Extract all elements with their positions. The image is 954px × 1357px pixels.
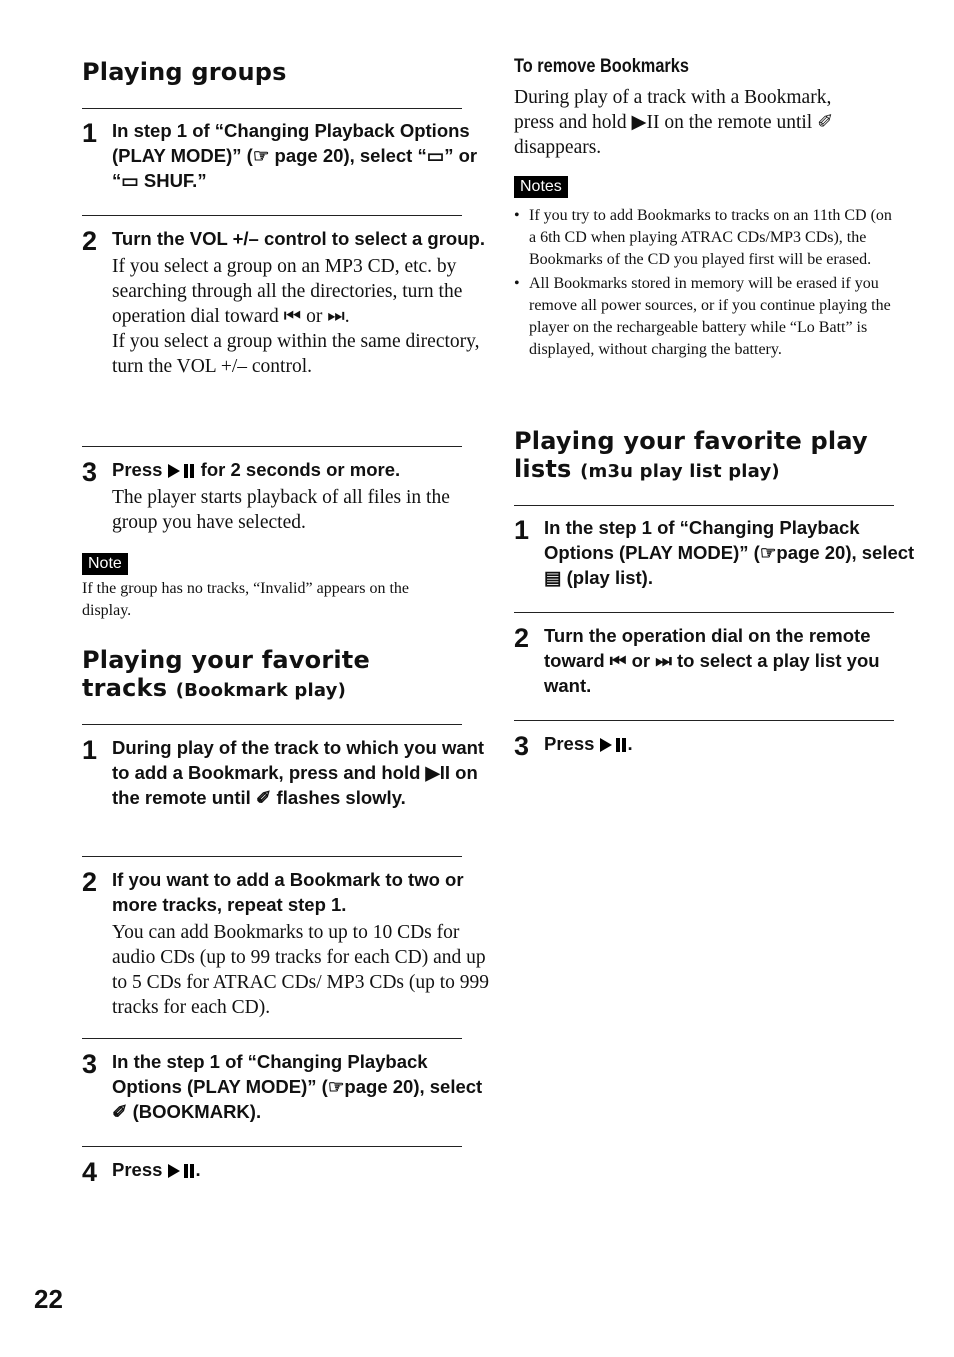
divider — [82, 1038, 462, 1039]
divider — [82, 108, 462, 109]
step-number: 3 — [82, 1049, 98, 1079]
step-4-favorite-tracks — [82, 1157, 492, 1187]
divider — [82, 1146, 462, 1147]
divider — [514, 720, 894, 721]
step-instruction: During play of the track to which you want to add a Bookmark, press and hold ▶II on the remote until ✐ flashes slowly. — [112, 737, 485, 808]
note-text: If the group has no tracks, “Invalid” appears on the display. — [82, 580, 409, 619]
step-number: 3 — [514, 731, 530, 761]
divider — [514, 505, 894, 506]
step-number: 1 — [514, 515, 530, 545]
step-instruction: In the step 1 of “Changing Playback Options (PLAY MODE)” (☞page 20), select ▤ (play list). — [544, 517, 915, 588]
step-3-playing-groups — [82, 457, 492, 535]
step-number: 2 — [82, 867, 98, 897]
step-instruction: In the step 1 of “Changing Playback Options (PLAY MODE)” (☞page 20), select ✐ (BOOKMARK). — [112, 1051, 483, 1122]
divider — [82, 724, 462, 725]
step-instruction: Press for 2 seconds or more. — [112, 459, 401, 480]
step-description: If you select a group on an MP3 CD, etc. by searching through all the directories, turn the operation dial toward ⏮ or ⏭. — [112, 256, 463, 327]
step-instruction: Turn the VOL +/– control to select a group. — [112, 228, 485, 249]
step-description: You can add Bookmarks to up to 10 CDs for audio CDs (up to 99 tracks for each CD) and up to 5 CDs for ATRAC CDs/ MP3 CDs (up to 999 tracks for each CD). — [112, 922, 490, 1018]
divider — [82, 215, 462, 216]
step-2-favorite-lists — [514, 623, 924, 698]
step-number: 4 — [82, 1157, 98, 1187]
play-pause-icon — [168, 1164, 196, 1178]
page-number: 22 — [34, 1284, 63, 1314]
play-pause-icon — [600, 738, 628, 752]
note-badge: Note — [82, 553, 128, 575]
subsection-title-remove-bookmarks: To remove Bookmarks — [514, 56, 689, 77]
step-number: 2 — [514, 623, 530, 653]
step-3-favorite-lists — [514, 731, 924, 761]
remove-bookmarks-text: During play of a track with a Bookmark, press and hold ▶II on the remote until ✐ disappears. — [514, 87, 834, 158]
step-number: 1 — [82, 735, 98, 765]
notes-badge: Notes — [514, 176, 568, 198]
step-number: 1 — [82, 118, 98, 148]
section-title-playing-groups: Playing groups — [82, 58, 287, 86]
note-item: • If you try to add Bookmarks to tracks on an 11th CD (on a 6th CD when playing ATRAC CDs/MP3 CDs), the Bookmarks of the CD you played first will be erased. — [514, 205, 892, 270]
divider — [514, 612, 894, 613]
step-instruction: In step 1 of “Changing Playback Options (PLAY MODE)” (☞ page 20), select “▭” or “▭ SHUF.” — [112, 120, 478, 191]
divider — [82, 446, 462, 447]
section-title-favorite-lists: Playing your favorite play lists (m3u play list play) — [514, 427, 868, 483]
notes-list — [514, 205, 892, 364]
step-instruction: If you want to add a Bookmark to two or more tracks, repeat step 1. — [112, 869, 464, 915]
section-title-favorite-tracks: Playing your favorite tracks (Bookmark play) — [82, 646, 370, 702]
step-1-playing-groups — [82, 118, 492, 193]
step-number: 2 — [82, 226, 98, 256]
step-2-playing-groups — [82, 226, 492, 379]
note-item: • All Bookmarks stored in memory will be erased if you remove all power sources, or if you continue playing the player on the rechargeable battery while “Lo Batt” is displayed, without charging the battery. — [514, 273, 892, 360]
step-1-favorite-tracks — [82, 735, 492, 810]
divider — [82, 856, 462, 857]
step-instruction: Turn the operation dial on the remote toward ⏮ or ⏭ to select a play list you want. — [544, 625, 880, 696]
step-instruction: Press . — [112, 1159, 201, 1180]
step-description: The player starts playback of all files in the group you have selected. — [112, 487, 450, 533]
step-3-favorite-tracks — [82, 1049, 492, 1124]
step-instruction: Press . — [544, 733, 633, 754]
play-pause-icon — [168, 464, 196, 478]
step-description: If you select a group within the same directory, turn the VOL +/– control. — [112, 331, 480, 377]
step-2-favorite-tracks — [82, 867, 492, 1020]
step-number: 3 — [82, 457, 98, 487]
step-1-favorite-lists — [514, 515, 924, 590]
